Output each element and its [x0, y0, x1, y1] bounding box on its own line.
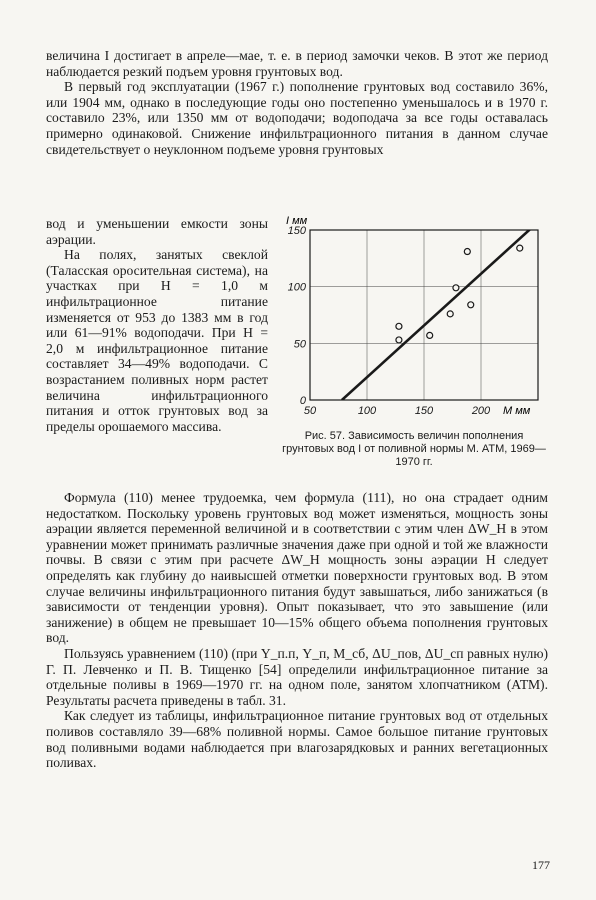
figure-caption: Рис. 57. Зависимость величин пополнения грунтовых вод I от поливной нормы M. АТМ, 1969—1970 гг.	[282, 430, 546, 468]
text-block-top	[46, 48, 548, 157]
data-point	[396, 337, 402, 343]
scatter-chart	[276, 210, 552, 425]
data-point	[468, 302, 474, 308]
data-point	[396, 323, 402, 329]
paragraph: На полях, занятых свеклой (Таласская оросительная система), на участках при H = 1,0 м инфильтрационное питание изменяется от 953 до 1383 мм в год или 61—91% водоподачи. При H = 2,0 м инфильтрационное питание составляет 34—49% водоподачи. С возрастанием поливных норм растет величина инфильтрационного питания и отток грунтовых вод за пределы орошаемого массива.	[46, 247, 268, 434]
y-tick-label: 150	[287, 225, 306, 237]
x-tick-label: 200	[471, 405, 491, 417]
x-tick-label: 100	[357, 405, 377, 417]
paragraph: вод и уменьшении емкости зоны аэрации.	[46, 216, 268, 247]
data-point	[464, 249, 470, 255]
x-axis-label: M мм	[503, 405, 531, 417]
text-block-narrow	[46, 216, 268, 434]
paragraph: величина I достигает в апреле—мае, т. е. в период замочки чеков. В этот же период наблюдается резкий подъем уровня грунтовых вод.	[46, 48, 548, 79]
y-tick-label: 0	[299, 395, 306, 407]
trend-line	[342, 222, 538, 400]
text-block-bottom	[46, 490, 548, 771]
y-tick-label: 50	[293, 338, 306, 351]
x-tick-label: 50	[303, 405, 317, 417]
data-point	[447, 311, 453, 317]
data-point	[517, 245, 523, 251]
page-number: 177	[532, 858, 550, 872]
y-tick-label: 100	[287, 281, 306, 294]
data-point	[453, 285, 459, 291]
paragraph: Формула (110) менее трудоемка, чем формула (111), но она страдает одним недостатком. Поскольку уровень грунтовых вод может изменяться, мощность зоны аэрации является переменной величиной и в соответствии с этим член ΔW_H в этом уравнении может принимать различные значения даже при одной и той же влажности почвы. В связи с этим при расчете ΔW_H мощность зоны аэрации H следует определять как глубину до наивысшей отметки поверхности грунтовых вод. В этом случае величины инфильтрационного питания будут завышаться, либо занижаться (в зависимости от тенденции уровня). Опыт показывает, что это завышение (или занижение) в общем не превышает 10—15% общего объема пополнения грунтовых вод.	[46, 490, 548, 646]
paragraph: Пользуясь уравнением (110) (при Y_п.п, Y_п, M_сб, ΔU_пов, ΔU_сп равных нулю) Г. П. Левченко и П. В. Тищенко [54] определили инфильтрационное питание за отдельные поливы в 1969—1970 гг. на одном поле, занятом хлопчатником (АТМ). Результаты расчета приведены в табл. 31.	[46, 645, 548, 708]
y-axis-label: I мм	[286, 215, 308, 227]
x-tick-label: 150	[414, 405, 434, 417]
data-point	[427, 332, 433, 338]
paragraph: Как следует из таблицы, инфильтрационное питание грунтовых вод от отдельных поливов составляло 39—68% поливной нормы. Самое большое питание грунтовых вод поливными водами наблюдается при влагозарядковых и ранних вегетационных поливах.	[46, 708, 548, 771]
paragraph: В первый год эксплуатации (1967 г.) пополнение грунтовых вод составило 36%, или 1904 мм, однако в последующие годы оно постепенно уменьшалось и в 1970 г. составило 23%, или 1350 мм от водоподачи; водоподача за все годы оставалась примерно одинаковой. Снижение инфильтрационного питания в данном случае свидетельствует о неуклонном подъеме уровня грунтовых	[46, 79, 548, 157]
figure-57	[276, 210, 552, 430]
